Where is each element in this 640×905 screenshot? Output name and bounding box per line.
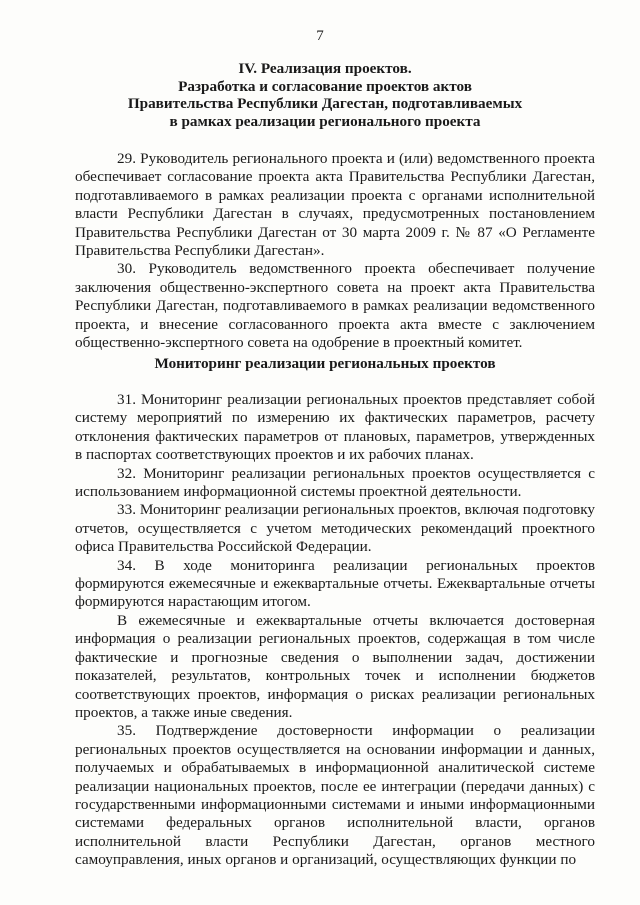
paragraph-29: 29. Руководитель регионального проекта и (или) ведомственного проекта обеспечивает согласование проекта акта Правительства Республики Дагестан, подготавливаемого в рамках реализации проекта с органами исполнительной власти Республики Дагестан в случаях, предусмотренных постановлением Правительства Республики Дагестан от 30 марта 2009 г. № 87 «О Регламенте Правительства Республики Дагестан». [75,150,595,260]
paragraph-34: 34. В ходе мониторинга реализации региональных проектов формируются ежемесячные и ежеквартальные отчеты. Ежеквартальные отчеты формируются нарастающим итогом. [75,556,595,611]
page-number: 7 [316,28,324,44]
paragraph-35: 35. Подтверждение достоверности информации о реализации региональных проектов осуществляется на основании информации и данных, получаемых и обрабатываемых в информационной аналитической системе реализации национальных проектов, после ее интеграции (передачи данных) с государственными информационными системами и иными информационными системами федеральных органов исполнительной власти, органов исполнительной власти Республики Дагестан, органов местного самоуправления, иных органов и организаций, осуществляющих функции по [75,722,595,869]
paragraph-34-continued: В ежемесячные и ежеквартальные отчеты включается достоверная информация о реализации региональных проектов, содержащая в том числе фактические и прогнозные сведения о выполнении задач, достижении показателей, результатов, контрольных точек и исполнении бюджетов соответствующих проектов, информация о рисках реализации региональных проектов, а также иные сведения. [75,611,595,721]
paragraph-33: 33. Мониторинг реализации региональных проектов, включая подготовку отчетов, осуществляется с учетом методических рекомендаций проектного офиса Правительства Российской Федерации. [75,501,595,556]
section-heading-line-2: Разработка и согласование проектов актов [178,77,472,95]
section-heading-line-3: Правительства Республики Дагестан, подготавливаемых [127,95,523,112]
paragraph-32: 32. Мониторинг реализации региональных проектов осуществляется с использованием информационной системы проектной деятельности. [75,464,595,501]
section-heading [60,60,590,130]
approval-section-body [75,150,595,352]
section-heading-line-1: IV. Реализация проектов. [238,60,412,77]
paragraph-31: 31. Мониторинг реализации региональных проектов представляет собой систему мероприятий по измерению их фактических параметров, расчету отклонения фактических параметров от плановых, параметров, утвержденных в паспортах соответствующих проектов и их рабочих планах. [75,391,595,464]
monitoring-heading: Мониторинг реализации региональных проектов [154,355,496,372]
monitoring-section-body [75,391,595,870]
section-heading-line-4: в рамках реализации регионального проекта [169,112,481,130]
paragraph-30: 30. Руководитель ведомственного проекта обеспечивает получение заключения общественно-экспертного совета на проект акта Правительства Республики Дагестан, подготавливаемого в рамках реализации ведомственного проекта, и внесение согласованного проекта акта вместе с заключением общественно-экспертного совета на одобрение в проектный комитет. [75,260,595,352]
